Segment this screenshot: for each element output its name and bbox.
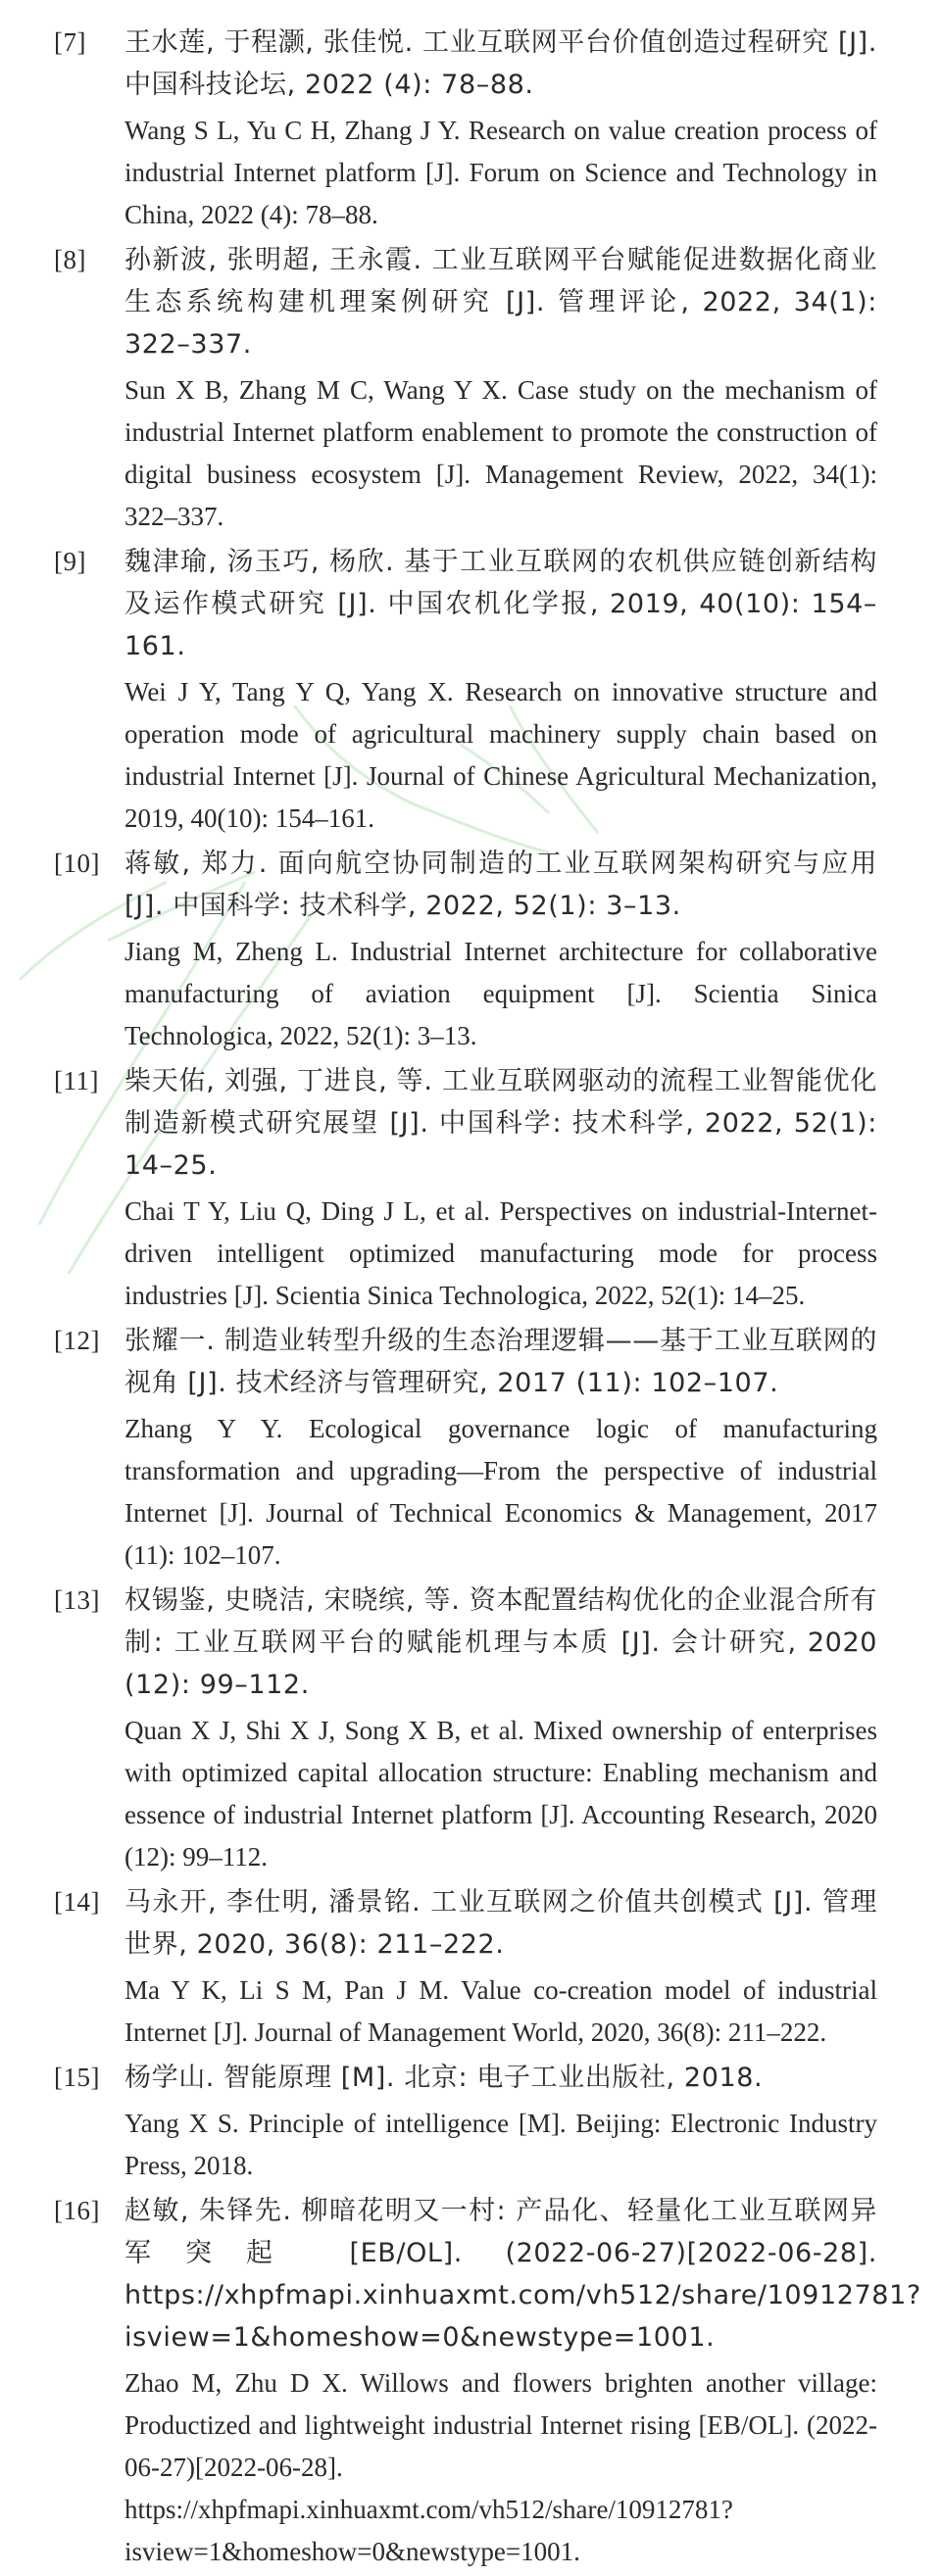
- reference-body: [124, 2190, 921, 2573]
- reference-chinese-citation: 蒋敏, 郑力. 面向航空协同制造的工业互联网架构研究与应用 [J]. 中国科学: 技术科学, 2022, 52(1): 3–13.: [124, 849, 877, 921]
- reference-entry: [54, 1580, 877, 1878]
- reference-chinese-citation: 张耀一. 制造业转型升级的生态治理逻辑——基于工业互联网的视角 [J]. 技术经济与管理研究, 2017 (11): 102–107.: [124, 1326, 877, 1398]
- reference-english-citation: Ma Y K, Li S M, Pan J M. Value co-creation model of industrial Internet [J]. Journal of Management World, 2020, 36(8): 211–222.: [124, 1975, 877, 2047]
- reference-chinese-citation: 权锡鉴, 史晓洁, 宋晓缤, 等. 资本配置结构优化的企业混合所有制: 工业互联网平台的赋能机理与本质 [J]. 会计研究, 2020 (12): 99–112.: [124, 1585, 877, 1700]
- reference-number: [16]: [54, 2196, 100, 2225]
- reference-entry: [54, 1060, 877, 1317]
- reference-body: [124, 843, 877, 1057]
- reference-english-citation: Quan X J, Shi X J, Song X B, et al. Mixed ownership of enterprises with optimized capital allocation structure: Enabling mechanism and essence of industrial Internet platform [J]. Accounting Research, 2020 (12): 99–112.: [124, 1716, 877, 1871]
- reference-body: [124, 1881, 877, 2054]
- reference-entry: [54, 843, 877, 1057]
- reference-number: [7]: [54, 27, 86, 57]
- reference-number: [15]: [54, 2063, 100, 2092]
- reference-number: [12]: [54, 1326, 100, 1355]
- reference-number: [8]: [54, 245, 86, 274]
- reference-body: [124, 22, 877, 236]
- reference-entry: [54, 1881, 877, 2054]
- reference-english-citation: Wei J Y, Tang Y Q, Yang X. Research on innovative structure and operation mode of agricultural machinery supply chain based on industrial Internet [J]. Journal of Chinese Agricultural Mechanization, 2019, 40(10): 154–161.: [124, 677, 877, 833]
- reference-entry: [54, 541, 877, 840]
- reference-english-citation: Yang X S. Principle of intelligence [M]. Beijing: Electronic Industry Press, 2018.: [124, 2109, 877, 2180]
- reference-chinese-citation: 杨学山. 智能原理 [M]. 北京: 电子工业出版社, 2018.: [124, 2063, 764, 2093]
- reference-body: [124, 1580, 877, 1878]
- reference-chinese-citation: 魏津瑜, 汤玉巧, 杨欣. 基于工业互联网的农机供应链创新结构及运作模式研究 [J]. 中国农机化学报, 2019, 40(10): 154–161.: [124, 547, 877, 661]
- reference-entry: [54, 2190, 921, 2573]
- reference-english-citation: Zhang Y Y. Ecological governance logic of manufacturing transformation and upgrading—From the perspective of industrial Internet [J]. Journal of Technical Economics & Management, 2017 (11): 102–107.: [124, 1414, 877, 1570]
- reference-english-citation: Jiang M, Zheng L. Industrial Internet architecture for collaborative manufacturing of aviation equipment [J]. Scientia Sinica Technologica, 2022, 52(1): 3–13.: [124, 937, 877, 1050]
- reference-body: [124, 1060, 877, 1317]
- reference-entry: [54, 22, 877, 236]
- reference-number: [10]: [54, 849, 100, 878]
- reference-english-citation: Wang S L, Yu C H, Zhang J Y. Research on value creation process of industrial Internet platform [J]. Forum on Science and Technology in China, 2022 (4): 78–88.: [124, 116, 877, 229]
- reference-body: [124, 541, 877, 840]
- reference-body: [124, 1320, 877, 1577]
- reference-body: [124, 2057, 877, 2187]
- reference-english-citation: Zhao M, Zhu D X. Willows and flowers brighten another village: Productized and lightweight industrial Internet rising [EB/OL]. (2022-06-27)[2022-06-28]. https://xhpfmapi.xinhuaxmt.com/vh512/share/10912781?isview=1&homeshow=0&newstype=1001.: [124, 2368, 877, 2566]
- reference-entry: [54, 239, 877, 538]
- reference-number: [14]: [54, 1887, 100, 1917]
- reference-number: [11]: [54, 1066, 99, 1095]
- reference-english-citation: Chai T Y, Liu Q, Ding J L, et al. Perspectives on industrial-Internet-driven intelligent optimized manufacturing mode for process industries [J]. Scientia Sinica Technologica, 2022, 52(1): 14–25.: [124, 1196, 877, 1310]
- reference-english-citation: Sun X B, Zhang M C, Wang Y X. Case study on the mechanism of industrial Internet platform enablement to promote the construction of digital business ecosystem [J]. Management Review, 2022, 34(1): 322–337.: [124, 375, 877, 531]
- reference-chinese-citation: 柴天佑, 刘强, 丁进良, 等. 工业互联网驱动的流程工业智能优化制造新模式研究展望 [J]. 中国科学: 技术科学, 2022, 52(1): 14–25.: [124, 1066, 877, 1181]
- reference-chinese-citation: 马永开, 李仕明, 潘景铭. 工业互联网之价值共创模式 [J]. 管理世界, 2020, 36(8): 211–222.: [124, 1887, 877, 1960]
- reference-entry: [54, 1320, 877, 1577]
- reference-body: [124, 239, 877, 538]
- reference-chinese-citation: 王水莲, 于程灏, 张佳悦. 工业互联网平台价值创造过程研究 [J]. 中国科技论坛, 2022 (4): 78–88.: [124, 27, 877, 100]
- reference-chinese-citation: 赵敏, 朱铎先. 柳暗花明又一村: 产品化、轻量化工业互联网异军突起 [EB/OL]. (2022-06-27)[2022-06-28]. https://xhpfmapi.xinhuaxmt.com/vh512/share/10912781?isview=1&homeshow=0&newstype=1001.: [124, 2196, 921, 2353]
- reference-entry: [54, 2057, 877, 2187]
- reference-list: [54, 22, 921, 2576]
- reference-chinese-citation: 孙新波, 张明超, 王永霞. 工业互联网平台赋能促进数据化商业生态系统构建机理案例研究 [J]. 管理评论, 2022, 34(1): 322–337.: [124, 245, 877, 360]
- reference-number: [13]: [54, 1585, 100, 1615]
- reference-number: [9]: [54, 547, 86, 576]
